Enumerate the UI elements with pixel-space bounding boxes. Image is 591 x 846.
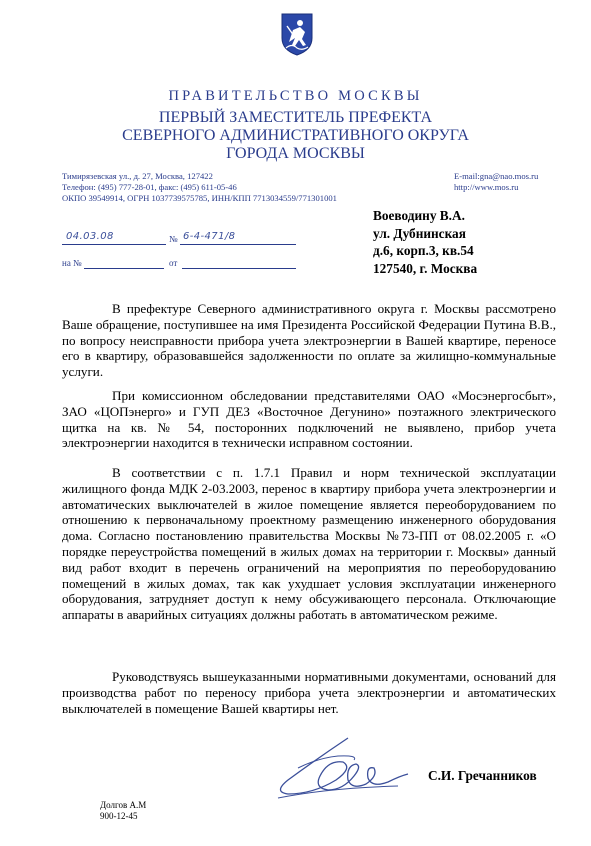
recipient-city: 127540, г. Москва bbox=[373, 260, 478, 276]
moscow-coat-of-arms-icon bbox=[280, 12, 314, 56]
number-sign: № bbox=[169, 234, 178, 244]
reference-prefix: на № bbox=[62, 258, 82, 268]
reference-from: от bbox=[169, 258, 178, 268]
recipient-house: д.6, корп.3, кв.54 bbox=[373, 243, 474, 258]
number-underline bbox=[180, 234, 296, 245]
letter-paragraph-3: В соответствии с п. 1.7.1 Правил и норм технической эксплуатации жилищного фонда МДК 2-03.2003, перенос в квартиру прибора учета электроэнергии и автоматических выключателей в жилое помещение является переоборудованием по отношению к первоначальному проектному размещению инженерного оборудования дома. Согласно постановлению правительства Москвы №73-ПП от 08.02.2005 г. «О порядке переустройства помещений в жилых домах на территории г. Москвы» данный вид работ входит в перечень ограничений на мероприятия по переоборудованию помещений в жилых домах, так как ухудшает условия эксплуатации инженерного оборудования, затрудняет доступ к нему обсуживающего персонала. Отключающие аппараты в аварийных ситуациях должны работать в автоматическом режиме. bbox=[62, 465, 556, 623]
executor-name: Долгов А.М bbox=[100, 800, 147, 810]
sender-contacts bbox=[62, 171, 337, 203]
sender-online bbox=[454, 171, 538, 193]
recipient-name: Воеводину В.А. bbox=[373, 208, 465, 223]
government-title: ПРАВИТЕЛЬСТВО МОСКВЫ bbox=[168, 88, 423, 104]
reference-registration bbox=[62, 257, 297, 271]
reference-date-underline bbox=[182, 258, 296, 269]
reference-number-underline bbox=[84, 258, 164, 269]
date-underline bbox=[62, 234, 166, 245]
recipient-block bbox=[373, 207, 477, 277]
sender-title-line-1: ПЕРВЫЙ ЗАМЕСТИТЕЛЬ ПРЕФЕКТА bbox=[158, 109, 433, 126]
executor-phone: 900-12-45 bbox=[100, 811, 138, 821]
letter-paragraph-4: Руководствуясь вышеуказанными нормативными документами, оснований для производства работ по переносу прибора учета электроэнергии и автоматических выключателей в помещение Вашей квартиры нет. bbox=[62, 669, 556, 716]
handwritten-signature bbox=[258, 728, 418, 808]
sender-address: Тимирязевская ул., д. 27, Москва, 127422 bbox=[62, 171, 213, 181]
letter-paragraph-2: При комиссионном обследовании представителями ОАО «Мосэнергосбыт», ЗАО «ЦОПэнерго» и ГУП ДЕЗ «Восточное Дегунино» поэтажного электрического щитка на кв. № 54, посторонних подключений не выявлено, прибор учета электроэнергии находится в технически исправном состоянии. bbox=[62, 388, 556, 451]
sender-codes: ОКПО 39549914, ОГРН 1037739575785, ИНН/КПП 7713034559/771301001 bbox=[62, 192, 337, 203]
executor-info bbox=[100, 800, 146, 822]
sender-phone: Телефон: (495) 777-28-01, факс: (495) 611-05-46 bbox=[62, 181, 237, 192]
sender-email: E-mail:gna@nao.mos.ru bbox=[454, 171, 539, 181]
sender-title-line-3: ГОРОДА МОСКВЫ bbox=[226, 145, 365, 162]
recipient-street: ул. Дубнинская bbox=[373, 225, 466, 241]
registration-date: 04.03.08 bbox=[66, 231, 114, 242]
registration-number: 6-4-471/8 bbox=[183, 231, 236, 242]
letter-paragraph-1: В префектуре Северного административного округа г. Москвы рассмотрено Ваше обращение, поступившее на имя Президента Российской Федерации Путина В.В., по вопросу неисправности прибора учета электроэнергии в Вашей квартире, переносе его в квартиру, образовавшейся задолженности по оплате за жилищно-коммунальные услуги. bbox=[62, 301, 556, 380]
sender-website: http://www.mos.ru bbox=[454, 181, 519, 192]
sender-title-line-2: СЕВЕРНОГО АДМИНИСТРАТИВНОГО ОКРУГА bbox=[122, 127, 469, 144]
signatory-name: С.И. Гречанников bbox=[428, 768, 537, 783]
outgoing-registration bbox=[62, 232, 297, 246]
